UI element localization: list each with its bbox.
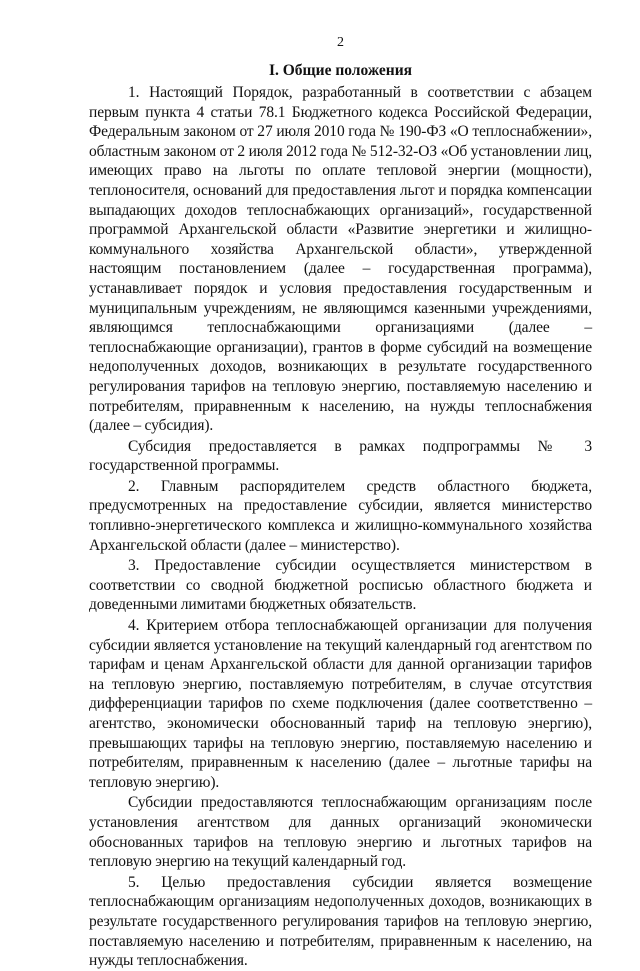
section-title: I. Общие положения <box>268 62 413 79</box>
paragraph-3: 3. Предоставление субсидии осуществляется министерством в соответствии со сводной бюджетной росписью областного бюджета и доведенными лимитами бюджетных обязательств. <box>89 557 592 614</box>
paragraph-2: 2. Главным распорядителем средств областного бюджета, предусмотренных на предоставление субсидии, является министерство топливно-энергетического комплекса и жилищно-коммунального хозяйства Архангельской области (далее – министерство). <box>89 477 592 554</box>
paragraph-4: 4. Критерием отбора теплоснабжающей организации для получения субсидии является установление на текущий календарный год агентством по тарифам и ценам Архангельской области для данной организации тарифов на тепловую энергию, поставляемую потребителям, в случае отсутствия дифференциации тарифов по схеме подключения (далее соответственно – агентство, экономически обоснованный тариф на тепловую энергию), превышающих тарифы на тепловую энергию, поставляемую населению и потребителям, приравненным к населению (далее – льготные тарифы на тепловую энергию). <box>89 617 592 791</box>
page-number: 2 <box>337 35 344 50</box>
paragraph-1: 1. Настоящий Порядок, разработанный в соответствии с абзацем первым пункта 4 статьи 78.1 Бюджетного кодекса Российской Федерации, Федеральным законом от 27 июля 2010 года № 190-ФЗ «О теплоснабжении», областным законом от 2 июля 2012 года № 512-32-ОЗ «Об установлении лиц, имеющих право на льготы по оплате тепловой энергии (мощности), теплоносителя, оснований для предоставления льгот и порядка компенсации выпадающих доходов теплоснабжающих организаций», государственной программой Архангельской области «Развитие энергетики и жилищно-коммунального хозяйства Архангельской области», утвержденной настоящим постановлением (далее – государственная программа), устанавливает порядок и условия предоставления государственным и муниципальным учреждениям, не являющимся казенными учреждениями, являющимся теплоснабжающими организациями (далее – теплоснабжающие организации), грантов в форме субсидий на возмещение недополученных доходов, возникающих в результате государственного регулирования тарифов на тепловую энергию, поставляемую населению и потребителям, приравненным к населению, на нужды теплоснабжения (далее – субсидия). <box>89 84 592 435</box>
paragraph-subsidy-provision: Субсидии предоставляются теплоснабжающим организациям после установления агентством для данных организаций экономически обоснованных тарифов на тепловую энергию и льготных тарифов на тепловую энергию на текущий календарный год. <box>89 794 592 871</box>
paragraph-subsidy-program: Субсидия предоставляется в рамках подпрограммы № 3 государственной программы. <box>89 437 592 475</box>
paragraph-5: 5. Целью предоставления субсидии является возмещение теплоснабжающим организациям недополученных доходов, возникающих в результате государственного регулирования тарифов на тепловую энергию, поставляемую населению и потребителям, приравненным к населению, на нужды теплоснабжения. <box>89 873 592 970</box>
